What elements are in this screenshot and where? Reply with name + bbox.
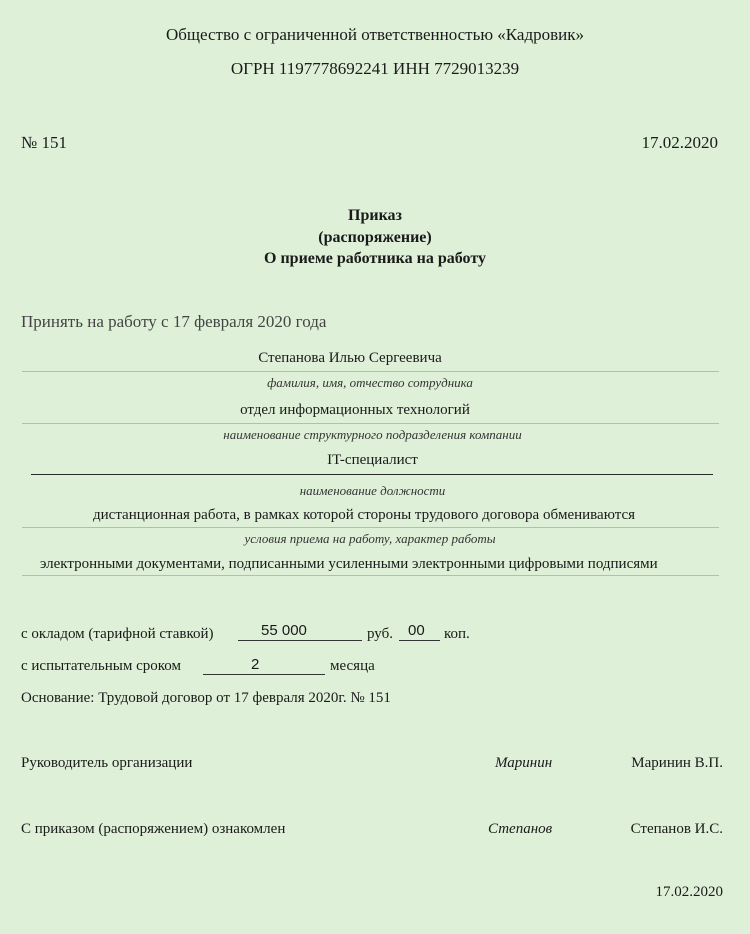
conditions-caption: условия приема на работу, характер работы bbox=[244, 531, 496, 546]
basis-text: Основание: Трудовой договор от 17 февраля 2020г. № 151 bbox=[21, 690, 391, 706]
department-name: отдел информационных технологий bbox=[240, 402, 470, 418]
employee-name: Степанова Илью Сергеевича bbox=[258, 350, 442, 366]
salary-label: с окладом (тарифной ставкой) bbox=[21, 626, 214, 642]
department-caption: наименование структурного подразделения компании bbox=[223, 427, 522, 442]
head-name: Маринин В.П. bbox=[631, 755, 723, 771]
order-subtitle: (распоряжение) bbox=[318, 229, 432, 246]
position-caption: наименование должности bbox=[299, 483, 446, 498]
hire-from-text: Принять на работу с 17 февраля 2020 года bbox=[21, 312, 327, 331]
order-date: 17.02.2020 bbox=[641, 133, 718, 152]
salary-kop-field bbox=[399, 622, 440, 641]
employee-name-line bbox=[22, 371, 719, 372]
probation-label: с испытательным сроком bbox=[21, 658, 181, 674]
acknowledgement-date: 17.02.2020 bbox=[655, 884, 723, 900]
conditions-line-1: дистанционная работа, в рамках которой стороны трудового договора обмениваются bbox=[93, 507, 635, 523]
salary-rub-label: руб. bbox=[367, 626, 393, 642]
registration-numbers: ОГРН 1197778692241 ИНН 7729013239 bbox=[230, 59, 520, 78]
position-line bbox=[31, 474, 713, 475]
probation-unit: месяца bbox=[330, 658, 375, 674]
employee-name-caption: фамилия, имя, отчество сотрудника bbox=[267, 375, 473, 390]
head-label: Руководитель организации bbox=[21, 755, 193, 771]
conditions-line-2: электронными документами, подписанными усиленными электронными цифровыми подписями bbox=[40, 556, 658, 572]
order-title: Приказ bbox=[348, 207, 402, 224]
organization-name: Общество с ограниченной ответственностью «Кадровик» bbox=[165, 25, 585, 44]
head-signature: Маринин bbox=[495, 755, 553, 771]
salary-rub-field bbox=[238, 622, 362, 641]
order-subject: О приеме работника на работу bbox=[264, 250, 486, 267]
conditions-line-2-underline bbox=[22, 575, 719, 576]
salary-kop-value: 00 bbox=[408, 622, 425, 639]
probation-value: 2 bbox=[251, 656, 260, 673]
probation-field bbox=[203, 656, 325, 675]
order-number: № 151 bbox=[21, 133, 67, 152]
employee-signature: Степанов bbox=[488, 821, 553, 837]
department-line bbox=[22, 423, 719, 424]
acknowledgement-label: С приказом (распоряжением) ознакомлен bbox=[21, 821, 286, 837]
salary-kop-label: коп. bbox=[444, 626, 470, 642]
salary-rub-value: 55 000 bbox=[261, 622, 307, 639]
conditions-line bbox=[22, 527, 719, 528]
employee-signature-name: Степанов И.С. bbox=[630, 821, 723, 837]
position-name: IT-специалист bbox=[327, 452, 418, 468]
